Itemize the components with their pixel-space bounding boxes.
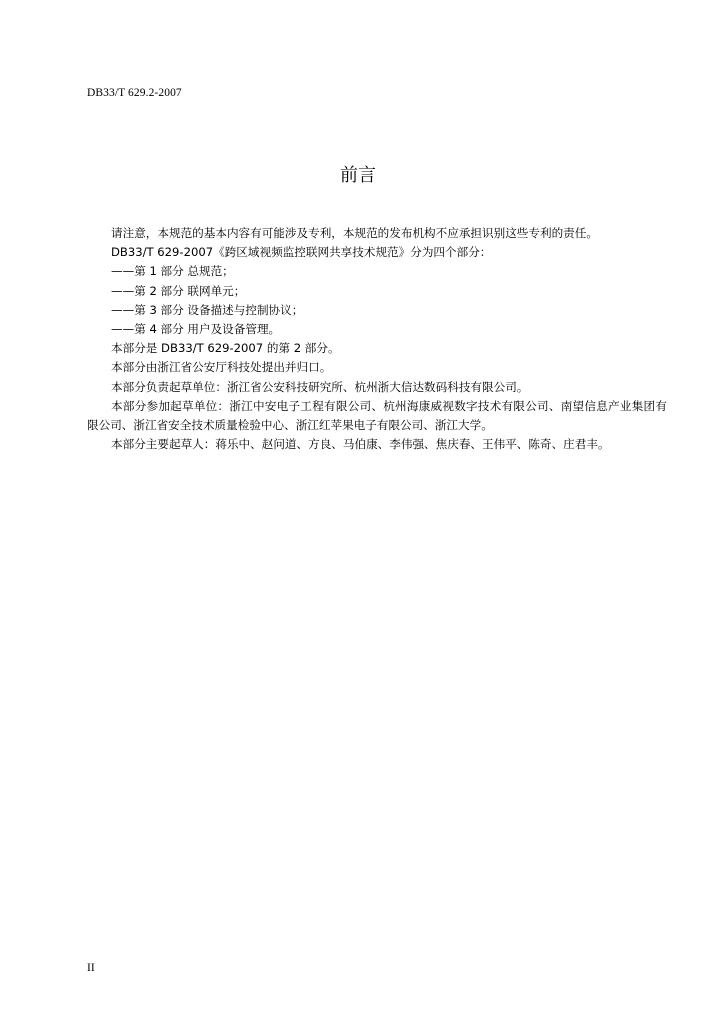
- page-number: II: [87, 962, 95, 974]
- list-item-part-1: ——第 1 部分 总规范；: [111, 264, 234, 279]
- list-item-part-4: ——第 4 部分 用户及设备管理。: [111, 322, 281, 337]
- list-item-part-3: ——第 3 部分 设备描述与控制协议；: [111, 302, 304, 317]
- page-title: [340, 161, 376, 187]
- paragraph-main-drafters: 本部分主要起草人：蒋乐中、赵问道、方良、马伯康、李伟强、焦庆春、王伟平、陈奇、庄君丰。: [111, 437, 610, 452]
- paragraph-participating-units: 本部分参加起草单位：浙江中安电子工程有限公司、杭州海康威视数字技术有限公司、南望信息产业集团有限公司、浙江省安全技术质量检验中心、浙江红苹果电子有限公司、浙江大学。: [87, 398, 667, 433]
- paragraph-standard-parts: DB33/T 629-2007《跨区域视频监控联网共享技术规范》分为四个部分：: [111, 245, 492, 260]
- paragraph-lead-drafting-units: 本部分负责起草单位：浙江省公安科技研究所、杭州浙大信达数码科技有限公司。: [111, 379, 529, 394]
- page-title-char-2: 言: [358, 165, 376, 186]
- paragraph-this-part: 本部分是 DB33/T 629-2007 的第 2 部分。: [111, 341, 340, 356]
- paragraph-proposer: 本部分由浙江省公安厅科技处提出并归口。: [111, 360, 332, 375]
- list-item-part-2: ——第 2 部分 联网单元；: [111, 283, 246, 298]
- page-title-char-1: 前: [340, 165, 358, 186]
- document-code-header: DB33/T 629.2-2007: [87, 87, 182, 99]
- foreword-body: [87, 224, 667, 454]
- paragraph-patent-notice: 请注意，本规范的基本内容有可能涉及专利，本规范的发布机构不应承担识别这些专利的责任。: [111, 226, 598, 240]
